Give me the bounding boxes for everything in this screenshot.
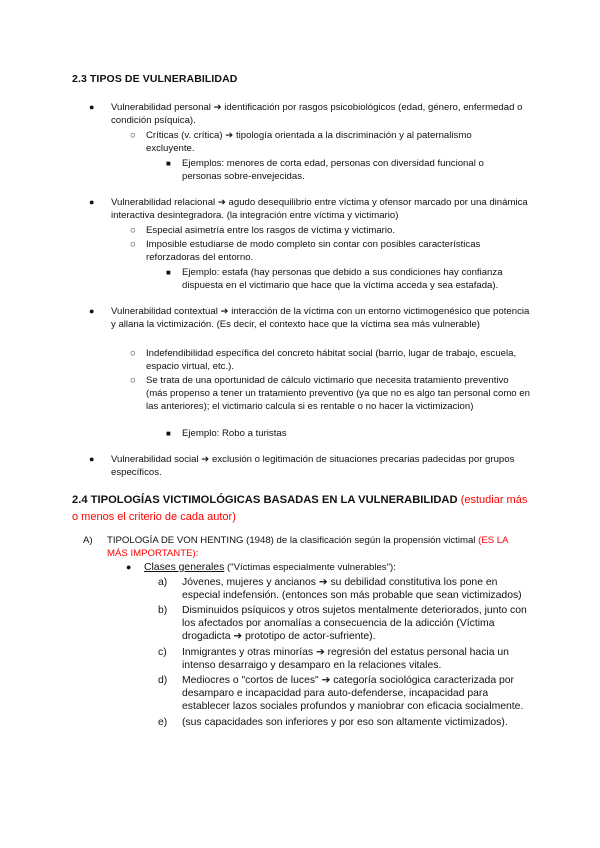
list-item: ● Clases generales ("Víctimas especialmente vulnerables"):: [126, 562, 396, 573]
list-item: ○ Críticas (v. crítica) ➔ tipología orientada a la discriminación y al paternalismo excluyente.: [130, 130, 472, 155]
list-item: ● Vulnerabilidad contextual ➔ interacción de la víctima con un entorno victimogenésico que potencia y allana la victimización. (Es decir, el contexto hace que la víctima sea más vulnerable): [89, 306, 530, 331]
square-bullet-icon: ■: [166, 268, 171, 277]
section-title-2-3: 2.3 TIPOS DE VULNERABILIDAD: [72, 73, 238, 85]
circle-bullet-icon: ○: [130, 225, 136, 236]
list-item: a) Jóvenes, mujeres y ancianos ➔ su debilidad constitutiva los pone en especial indefensión. (entonces son más probable que sean victimizados): [158, 577, 522, 602]
list-item: ● Vulnerabilidad personal ➔ identificación por rasgos psicobiológicos (edad, género, enfermedad o condición psíquica).: [89, 102, 523, 127]
circle-bullet-icon: ○: [130, 239, 136, 250]
list-item: e) (sus capacidades son inferiores y por eso son altamente victimizados).: [158, 717, 508, 728]
list-item: c) Inmigrantes y otras minorías ➔ regresión del estatus personal hacia un intenso desarraigo y desamparo en la relaciones vitales.: [158, 647, 509, 672]
list-item: b) Disminuidos psíquicos y otros sujetos mentalmente deteriorados, junto con los afectados por anomalías a consecuencia de la adicción (Víctima drogadicta ➔ prototipo de actor-sufriente).: [158, 605, 527, 643]
bullet-icon: ●: [89, 306, 95, 316]
list-item: A) TIPOLOGÍA DE VON HENTING (1948) de la clasificación según la propensión victimal (ES LA MÁS IMPORTANTE):: [83, 535, 508, 560]
bullet-icon: ●: [89, 102, 95, 112]
square-bullet-icon: ■: [166, 429, 171, 438]
circle-bullet-icon: ○: [130, 375, 136, 386]
list-item: ● Vulnerabilidad social ➔ exclusión o legitimación de situaciones precarias padecidas por grupos específicos.: [89, 454, 515, 479]
list-item: ■ Ejemplo: estafa (hay personas que debido a sus condiciones hay confianza dispuesta en el victimario que hace que la víctima acceda y sea estafada).: [166, 267, 503, 292]
bullet-icon: ●: [126, 562, 132, 572]
list-item: ■ Ejemplo: Robo a turistas: [166, 428, 287, 439]
list-item: d) Mediocres o "cortos de luces" ➔ categoría sociológica caracterizada por desamparo e incapacidad para auto-defenderse, incapacidad para establecer lazos sociales profundos y maniobrar con eficacia socialmente.: [158, 675, 524, 713]
circle-bullet-icon: ○: [130, 348, 136, 359]
circle-bullet-icon: ○: [130, 130, 136, 141]
square-bullet-icon: ■: [166, 159, 171, 168]
list-item: ○ Imposible estudiarse de modo completo sin contar con posibles características reforzadoras del entorno.: [130, 239, 481, 264]
list-item: ■ Ejemplos: menores de corta edad, personas con diversidad funcional o personas sobre-envejecidas.: [166, 158, 484, 183]
section-title-2-4: 2.4 TIPOLOGÍAS VICTIMOLÓGICAS BASADAS EN LA VULNERABILIDAD (estudiar más o menos el criterio de cada autor): [72, 494, 528, 523]
list-item: ○ Se trata de una oportunidad de cálculo victimario que necesita tratamiento preventivo (más propenso a tener un tratamiento preventivo (ya que no es algo tan personal como en las anteriores); el victimario calcula si es rentable o no hacer la victimizacion): [130, 375, 530, 413]
list-item: ○ Especial asimetría entre los rasgos de víctima y victimario.: [130, 225, 395, 236]
bullet-icon: ●: [89, 454, 95, 464]
bullet-icon: ●: [89, 197, 95, 207]
list-item: ○ Indefendibilidad específica del concreto hábitat social (barrio, lugar de trabajo, escuela, espacio virtual, etc.).: [130, 348, 517, 373]
list-item: ● Vulnerabilidad relacional ➔ agudo desequilibrio entre víctima y ofensor marcado por una dinámica interactiva desintegradora. (la integración entre víctima y victimario): [89, 197, 528, 222]
